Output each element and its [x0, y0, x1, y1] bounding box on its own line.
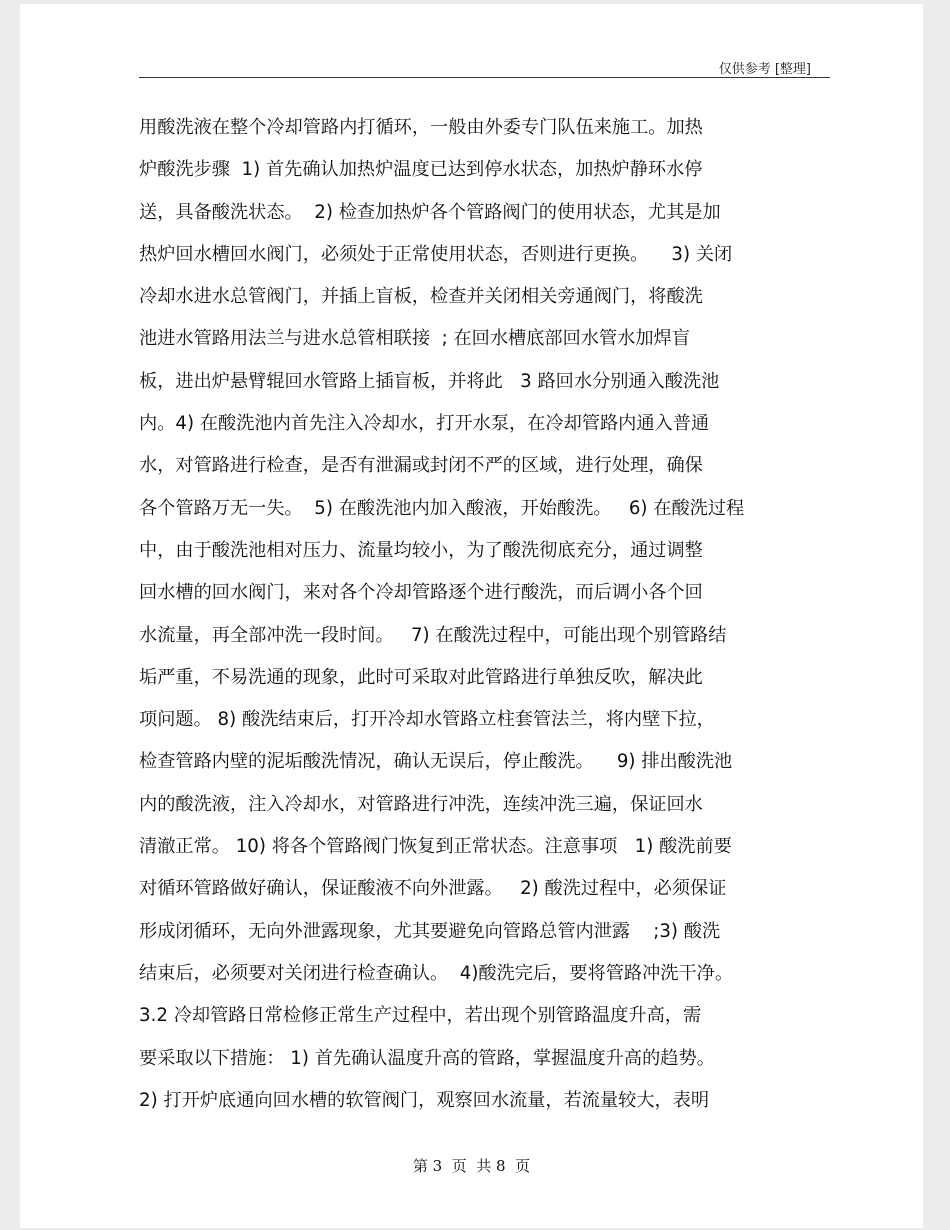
text-line: 内的酸洗液，注入冷却水，对管路进行冲洗，连续冲洗三遍，保证回水 [139, 793, 703, 815]
text-line: 中，由于酸洗池相对压力、流量均较小，为了酸洗彻底充分，通过调整 [139, 539, 703, 561]
text-line: 冷却水进水总管阀门，并插上盲板，检查并关闭相关旁通阀门，将酸洗 [139, 286, 703, 308]
header-note: 仅供参考 [整理] [718, 62, 811, 77]
text-line: 3.2 冷却管路日常检修正常生产过程中，若出现个别管路温度升高，需 [139, 1005, 702, 1027]
text-line: 要采取以下措施： 1) 首先确认温度升高的管路，掌握温度升高的趋势。 [139, 1047, 715, 1069]
body-text [139, 107, 839, 1122]
header-divider [139, 77, 830, 78]
text-line: 内。4) 在酸洗池内首先注入冷却水，打开水泵，在冷却管路内通入普通 [139, 413, 710, 435]
text-line: 送，具备酸洗状态。 2) 检查加热炉各个管路阀门的使用状态，尤其是加 [139, 201, 721, 223]
text-line: 热炉回水槽回水阀门，必须处于正常使用状态，否则进行更换。 3) 关闭 [139, 243, 733, 265]
text-line: 板，进出炉悬臂辊回水管路上插盲板，并将此 3 路回水分别通入酸洗池 [139, 370, 720, 392]
text-line: 对循环管路做好确认，保证酸液不向外泄露。 2) 酸洗过程中，必须保证 [139, 878, 727, 900]
text-line: 池进水管路用法兰与进水总管相联接 ; 在回水槽底部回水管水加焊盲 [139, 328, 690, 350]
text-line: 垢严重，不易洗通的现象，此时可采取对此管路进行单独反吹，解决此 [139, 666, 703, 688]
text-line: 用酸洗液在整个冷却管路内打循环，一般由外委专门队伍来施工。加热 [139, 117, 703, 138]
text-line: 炉酸洗步骤 1) 首先确认加热炉温度已达到停水状态，加热炉静环水停 [139, 159, 703, 181]
text-line: 检查管路内壁的泥垢酸洗情况，确认无误后，停止酸洗。 9) 排出酸洗池 [139, 751, 733, 773]
text-line: 回水槽的回水阀门，来对各个冷却管路逐个进行酸洗，而后调小各个回 [139, 582, 703, 604]
text-line: 水流量，再全部冲洗一段时间。 7) 在酸洗过程中，可能出现个别管路结 [139, 624, 727, 646]
text-line: 结束后，必须要对关闭进行检查确认。 4)酸洗完后，要将管路冲洗干净。 [139, 962, 734, 984]
text-line: 形成闭循环，无向外泄露现象，尤其要避免向管路总管内泄露 ;3) 酸洗 [139, 920, 721, 942]
text-line: 各个管路万无一失。 5) 在酸洗池内加入酸液，开始酸洗。 6) 在酸洗过程 [139, 497, 745, 519]
text-line: 清澈正常。 10) 将各个管路阀门恢复到正常状态。注意事项 1) 酸洗前要 [139, 836, 732, 858]
document-page [20, 4, 923, 1228]
text-line: 2) 打开炉底通向回水槽的软管阀门，观察回水流量，若流量较大，表明 [139, 1089, 710, 1111]
text-line: 水，对管路进行检查，是否有泄漏或封闭不严的区域，进行处理，确保 [139, 455, 703, 477]
text-line: 项问题。 8) 酸洗结束后，打开冷却水管路立柱套管法兰，将内壁下拉， [139, 709, 715, 731]
page-number-footer: 第 3 页 共 8 页 [412, 1157, 531, 1175]
